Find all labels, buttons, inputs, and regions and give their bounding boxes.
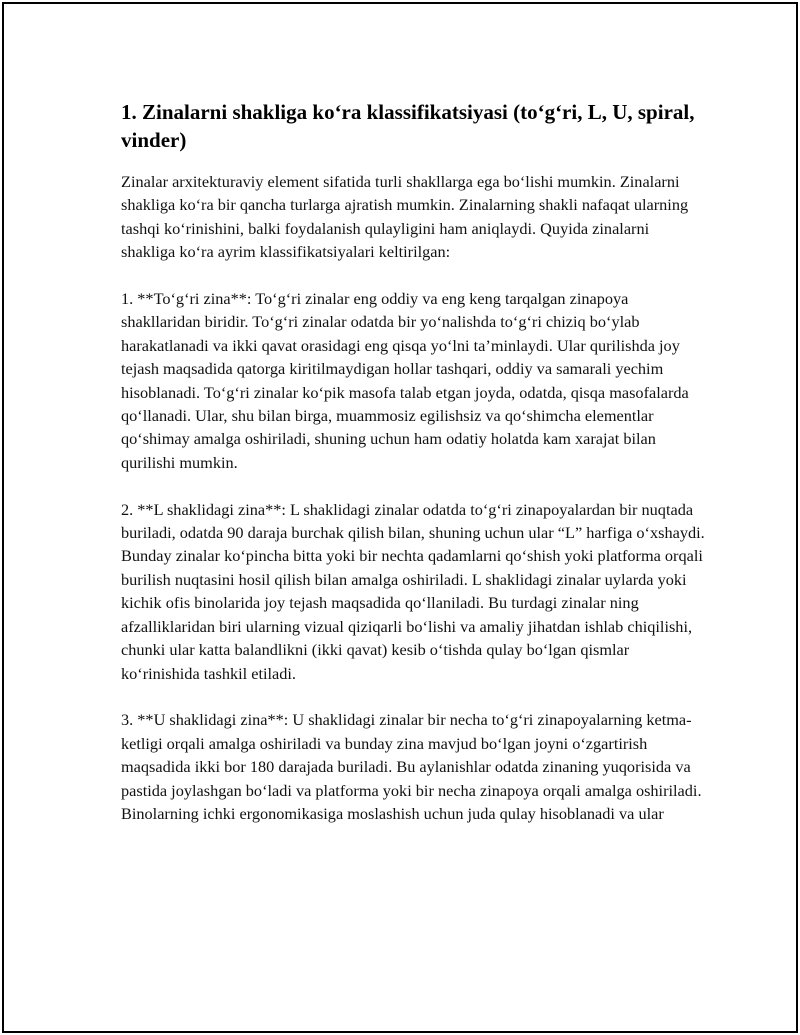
u-shaped-stair-paragraph: 3. **U shaklidagi zina**: U shaklidagi zinalar bir necha to‘g‘ri zinapoyalarning ketma-ketligi orqali amalga oshiriladi va bunday zina mavjud bo‘lgan joyni o‘zgartirish maqsadida ikki bor 180 darajada buriladi. Bu aylanishlar odatda zinaning yuqorisida va pastida joylashgan bo‘ladi va platforma yoki bir necha zinapoya orqali amalga oshiriladi. Binolarning ichki ergonomikasiga moslashish uchun juda qulay hisoblanadi va ular	[121, 710, 702, 823]
l-shaped-stair-paragraph: 2. **L shaklidagi zina**: L shaklidagi zinalar odatda to‘g‘ri zinapoyalardan bir nuqtada buriladi, odatda 90 daraja burchak qilish bilan, shuning uchun ular “L” harfiga o‘xshaydi. Bunday zinalar ko‘pincha bitta yoki bir nechta qadamlarni qo‘shish yoki platforma orqali burilish nuqtasini hosil qilish bilan amalga oshiriladi. L shaklidagi zinalar uylarda yoki kichik ofis binolarida joy tejash maqsadida qo‘llaniladi. Bu turdagi zinalar ning afzalliklaridan biri ularning vizual qiziqarli bo‘lishi va amaliy jihatdan ishlab chiqilishi, chunki ular katta balandlikni (ikki qavat) kesib o‘tishda qulay bo‘lgan qismlar ko‘rinishida tashkil etiladi.	[121, 499, 705, 683]
page-frame	[2, 2, 798, 1033]
intro-paragraph: Zinalar arxitekturaviy element sifatida turli shakllarga ega bo‘lishi mumkin. Zinalarni shakliga ko‘ra bir qancha turlarga ajratish mumkin. Zinalarning shakli nafaqat ularning tashqi ko‘rinishini, balki foydalanish qulayligini ham aniqlaydi. Quyida zinalarni shakliga ko‘ra ayrim klassifikatsiyalari keltirilgan:	[121, 172, 689, 262]
section-heading: 1. Zinalarni shakliga ko‘ra klassifikatsiyasi (to‘g‘ri, L, U, spiral, vinder)	[121, 100, 695, 152]
straight-stair-paragraph: 1. **To‘g‘ri zina**: To‘g‘ri zinalar eng oddiy va eng keng tarqalgan zinapoya shakllaridan biridir. To‘g‘ri zinalar odatda bir yo‘nalishda to‘g‘ri chiziq bo‘ylab harakatlanadi va ikki qavat orasidagi eng qisqa yo‘lni ta’minlaydi. Ular qurilishda joy tejash maqsadida qatorga kiritilmaydigan hollar tashqari, oddiy va samarali yechim hisoblanadi. To‘g‘ri zinalar ko‘pik masofa talab etgan joyda, odatda, qisqa masofalarda qo‘llanadi. Ular, shu bilan birga, muammosiz egilishsiz va qo‘shimcha elementlar qo‘shimay amalga oshiriladi, shuning uchun ham odatiy holatda kam xarajat bilan qurilishi mumkin.	[121, 289, 689, 472]
document-body	[121, 98, 706, 849]
